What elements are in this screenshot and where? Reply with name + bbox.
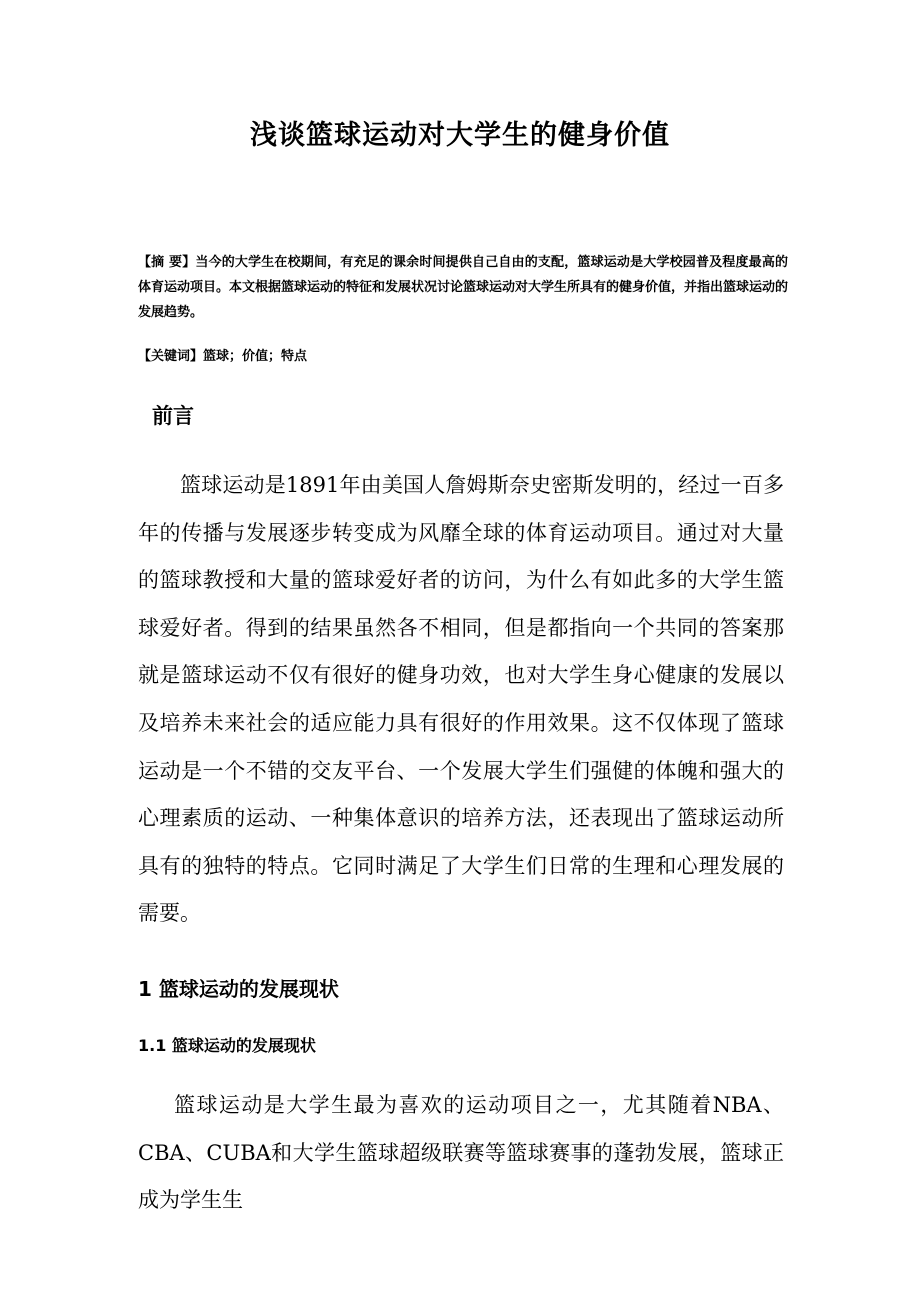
preface-heading: 前言 <box>152 404 194 428</box>
document-title: 浅谈篮球运动对大学生的健身价值 <box>250 120 670 151</box>
section-1-heading: 1 篮球运动的发展现状 <box>138 977 339 1001</box>
abstract: 【摘 要】当今的大学生在校期间，有充足的课余时间提供自己自由的支配，篮球运动是大学校园普及程度最高的体育运动项目。本文根据篮球运动的特征和发展状况讨论篮球运动对大学生所具有的健身价值，并指出篮球运动的发展趋势。 <box>138 255 789 320</box>
section-1-1-paragraph: 篮球运动是大学生最为喜欢的运动项目之一，尤其随着NBA、CBA、CUBA和大学生篮球超级联赛等篮球赛事的蓬勃发展，篮球正成为学生生 <box>138 1093 784 1213</box>
preface-paragraph: 篮球运动是1891年由美国人詹姆斯奈史密斯发明的，经过一百多年的传播与发展逐步转变成为风靡全球的体育运动项目。通过对大量的篮球教授和大量的篮球爱好者的访问，为什么有如此多的大学生篮球爱好者。得到的结果虽然各不相同，但是都指向一个共同的答案那就是篮球运动不仅有很好的健身功效，也对大学生身心健康的发展以及培养未来社会的适应能力具有很好的作用效果。这不仅体现了篮球运动是一个不错的交友平台、一个发展大学生们强健的体魄和强大的心理素质的运动、一种集体意识的培养方法，还表现出了篮球运动所具有的独特的特点。它同时满足了大学生们日常的生理和心理发展的需要。 <box>138 473 784 926</box>
section-1-1-heading: 1.1 篮球运动的发展现状 <box>138 1036 316 1055</box>
keywords: 【关键词】篮球；价值；特点 <box>138 349 308 364</box>
